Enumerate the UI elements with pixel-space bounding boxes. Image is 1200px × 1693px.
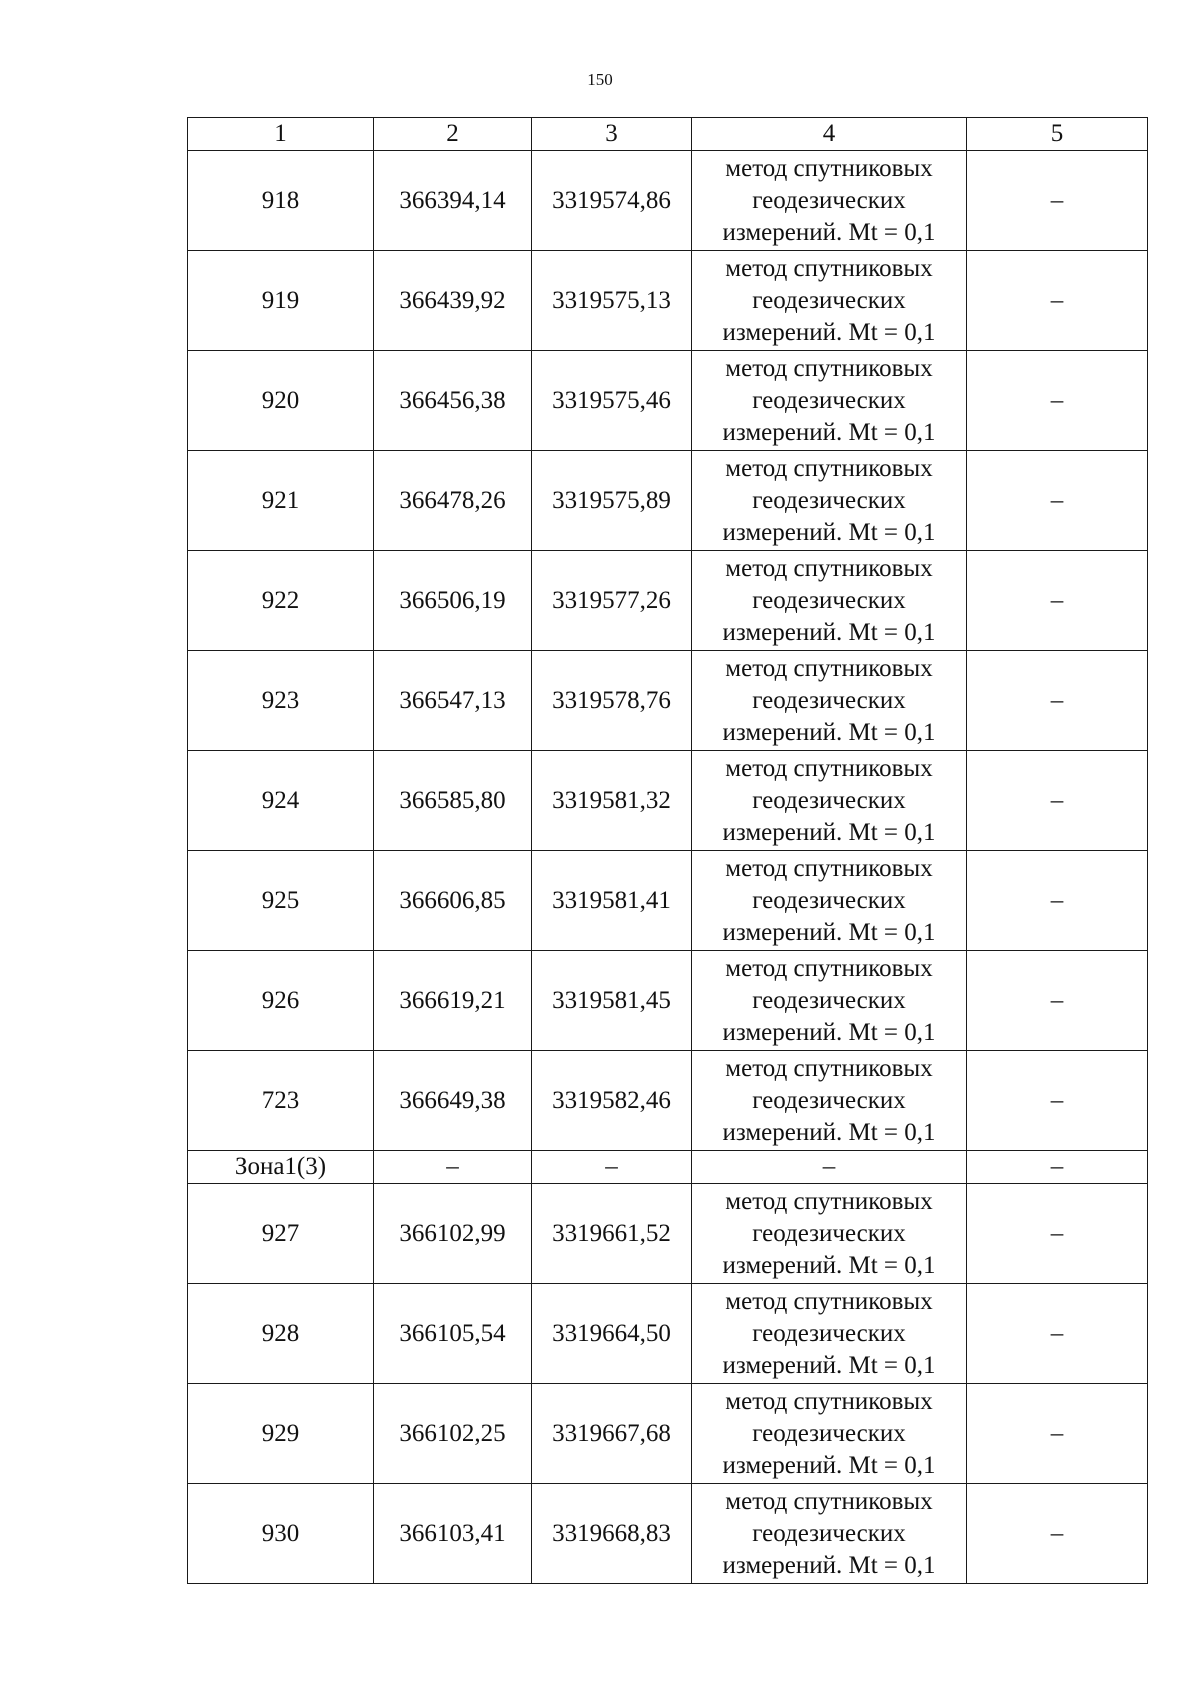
- method-line: геодезических: [752, 486, 906, 514]
- coordinate-y-cell: 3319574,86: [532, 151, 692, 251]
- method-line: измерений. Mt = 0,1: [722, 1451, 936, 1479]
- column-header-1: 1: [188, 118, 374, 151]
- method-line: метод спутниковых: [725, 554, 933, 582]
- method-cell: [692, 1184, 967, 1284]
- coordinate-x-cell: 366478,26: [374, 451, 532, 551]
- point-id-cell: 926: [188, 951, 374, 1051]
- table-row: [188, 1484, 1148, 1584]
- method-cell: [692, 551, 967, 651]
- method-line: измерений. Mt = 0,1: [722, 1351, 936, 1379]
- header-row: [188, 118, 1148, 151]
- method-line: измерений. Mt = 0,1: [722, 818, 936, 846]
- column-header-5: 5: [967, 118, 1148, 151]
- method-line: метод спутниковых: [725, 1287, 933, 1315]
- zone-cell: –: [374, 1151, 532, 1184]
- table-row: [188, 751, 1148, 851]
- method-line: геодезических: [752, 586, 906, 614]
- coordinate-y-cell: 3319582,46: [532, 1051, 692, 1151]
- method-line: метод спутниковых: [725, 1187, 933, 1215]
- coordinate-x-cell: 366547,13: [374, 651, 532, 751]
- method-line: метод спутниковых: [725, 854, 933, 882]
- note-cell: –: [967, 1384, 1148, 1484]
- method-line: измерений. Mt = 0,1: [722, 1251, 936, 1279]
- coordinate-y-cell: 3319581,32: [532, 751, 692, 851]
- coordinate-x-cell: 366102,99: [374, 1184, 532, 1284]
- point-id-cell: 925: [188, 851, 374, 951]
- page-number: 150: [587, 70, 613, 89]
- method-line: измерений. Mt = 0,1: [722, 518, 936, 546]
- note-cell: –: [967, 451, 1148, 551]
- method-line: геодезических: [752, 686, 906, 714]
- method-line: геодезических: [752, 286, 906, 314]
- coordinate-x-cell: 366606,85: [374, 851, 532, 951]
- note-cell: –: [967, 1184, 1148, 1284]
- zone-row: [188, 1151, 1148, 1184]
- coordinate-x-cell: 366105,54: [374, 1284, 532, 1384]
- table-row: [188, 1284, 1148, 1384]
- coordinate-x-cell: 366585,80: [374, 751, 532, 851]
- table-row: [188, 351, 1148, 451]
- coordinate-y-cell: 3319577,26: [532, 551, 692, 651]
- point-id-cell: 924: [188, 751, 374, 851]
- coordinate-y-cell: 3319668,83: [532, 1484, 692, 1584]
- coordinate-y-cell: 3319661,52: [532, 1184, 692, 1284]
- method-line: измерений. Mt = 0,1: [722, 618, 936, 646]
- note-cell: –: [967, 1484, 1148, 1584]
- table-row: [188, 151, 1148, 251]
- method-cell: [692, 351, 967, 451]
- coordinate-x-cell: 366456,38: [374, 351, 532, 451]
- coordinate-x-cell: 366394,14: [374, 151, 532, 251]
- note-cell: –: [967, 1051, 1148, 1151]
- point-id-cell: 930: [188, 1484, 374, 1584]
- method-line: измерений. Mt = 0,1: [722, 318, 936, 346]
- method-line: метод спутниковых: [725, 454, 933, 482]
- note-cell: –: [967, 651, 1148, 751]
- coordinate-y-cell: 3319575,46: [532, 351, 692, 451]
- table-row: [188, 551, 1148, 651]
- coordinate-y-cell: 3319578,76: [532, 651, 692, 751]
- method-line: геодезических: [752, 986, 906, 1014]
- method-line: измерений. Mt = 0,1: [722, 1118, 936, 1146]
- zone-cell: –: [692, 1151, 967, 1184]
- note-cell: –: [967, 151, 1148, 251]
- point-id-cell: 927: [188, 1184, 374, 1284]
- note-cell: –: [967, 251, 1148, 351]
- column-header-3: 3: [532, 118, 692, 151]
- method-line: измерений. Mt = 0,1: [722, 418, 936, 446]
- method-line: измерений. Mt = 0,1: [722, 918, 936, 946]
- method-cell: [692, 1051, 967, 1151]
- table-row: [188, 1184, 1148, 1284]
- method-line: измерений. Mt = 0,1: [722, 718, 936, 746]
- table-row: [188, 951, 1148, 1051]
- table-row: [188, 1051, 1148, 1151]
- method-cell: [692, 1284, 967, 1384]
- method-line: метод спутниковых: [725, 654, 933, 682]
- table-row: [188, 451, 1148, 551]
- method-line: метод спутниковых: [725, 1387, 933, 1415]
- coordinates-table-body: [188, 118, 1148, 1584]
- method-line: геодезических: [752, 386, 906, 414]
- method-cell: [692, 251, 967, 351]
- method-cell: [692, 851, 967, 951]
- column-header-4: 4: [692, 118, 967, 151]
- method-cell: [692, 1384, 967, 1484]
- method-line: геодезических: [752, 1519, 906, 1547]
- method-cell: [692, 451, 967, 551]
- point-id-cell: 921: [188, 451, 374, 551]
- method-line: метод спутниковых: [725, 954, 933, 982]
- note-cell: –: [967, 751, 1148, 851]
- coordinate-x-cell: 366102,25: [374, 1384, 532, 1484]
- table-row: [188, 1384, 1148, 1484]
- coordinate-x-cell: 366619,21: [374, 951, 532, 1051]
- point-id-cell: 918: [188, 151, 374, 251]
- method-line: геодезических: [752, 1419, 906, 1447]
- coordinate-y-cell: 3319581,41: [532, 851, 692, 951]
- method-line: измерений. Mt = 0,1: [722, 1018, 936, 1046]
- method-line: геодезических: [752, 1086, 906, 1114]
- coordinate-y-cell: 3319667,68: [532, 1384, 692, 1484]
- method-line: метод спутниковых: [725, 1054, 933, 1082]
- zone-cell: –: [967, 1151, 1148, 1184]
- method-line: геодезических: [752, 786, 906, 814]
- point-id-cell: 920: [188, 351, 374, 451]
- note-cell: –: [967, 851, 1148, 951]
- point-id-cell: 919: [188, 251, 374, 351]
- coordinate-y-cell: 3319575,13: [532, 251, 692, 351]
- point-id-cell: 929: [188, 1384, 374, 1484]
- method-line: геодезических: [752, 1219, 906, 1247]
- method-cell: [692, 751, 967, 851]
- zone-label: Зона1(3): [188, 1151, 374, 1184]
- method-cell: [692, 951, 967, 1051]
- coordinate-x-cell: 366649,38: [374, 1051, 532, 1151]
- coordinates-table: [187, 117, 1148, 1584]
- table-row: [188, 651, 1148, 751]
- note-cell: –: [967, 351, 1148, 451]
- method-line: геодезических: [752, 186, 906, 214]
- zone-cell: –: [532, 1151, 692, 1184]
- method-line: метод спутниковых: [725, 1487, 933, 1515]
- coordinate-y-cell: 3319664,50: [532, 1284, 692, 1384]
- method-line: измерений. Mt = 0,1: [722, 1551, 936, 1579]
- method-line: метод спутниковых: [725, 254, 933, 282]
- method-line: геодезических: [752, 886, 906, 914]
- coordinate-x-cell: 366439,92: [374, 251, 532, 351]
- point-id-cell: 922: [188, 551, 374, 651]
- table-row: [188, 851, 1148, 951]
- method-cell: [692, 151, 967, 251]
- method-cell: [692, 1484, 967, 1584]
- method-line: измерений. Mt = 0,1: [722, 218, 936, 246]
- table-row: [188, 251, 1148, 351]
- point-id-cell: 923: [188, 651, 374, 751]
- column-header-2: 2: [374, 118, 532, 151]
- method-line: метод спутниковых: [725, 154, 933, 182]
- method-line: геодезических: [752, 1319, 906, 1347]
- coordinate-y-cell: 3319581,45: [532, 951, 692, 1051]
- coordinate-y-cell: 3319575,89: [532, 451, 692, 551]
- coordinate-x-cell: 366103,41: [374, 1484, 532, 1584]
- method-cell: [692, 651, 967, 751]
- note-cell: –: [967, 951, 1148, 1051]
- note-cell: –: [967, 1284, 1148, 1384]
- note-cell: –: [967, 551, 1148, 651]
- coordinate-x-cell: 366506,19: [374, 551, 532, 651]
- method-line: метод спутниковых: [725, 354, 933, 382]
- point-id-cell: 928: [188, 1284, 374, 1384]
- point-id-cell: 723: [188, 1051, 374, 1151]
- method-line: метод спутниковых: [725, 754, 933, 782]
